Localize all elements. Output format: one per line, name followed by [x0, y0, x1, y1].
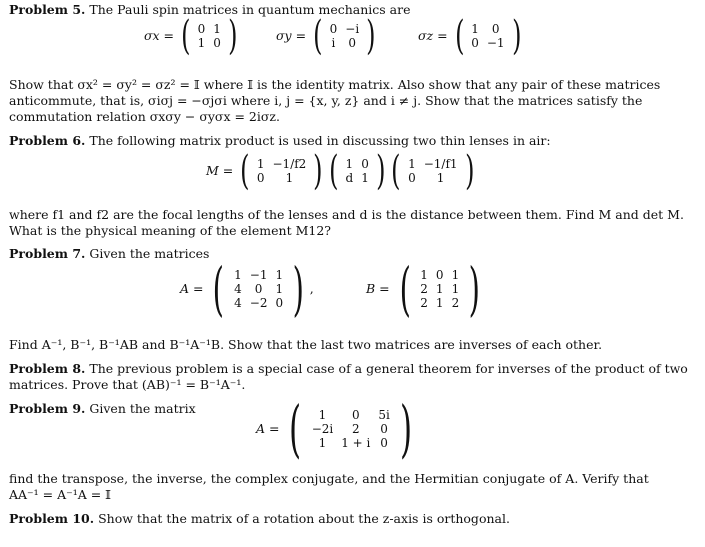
- sigma-y-matrix: 0 −i i 0: [329, 22, 360, 50]
- problem-5-intro: The Pauli spin matrices in quantum mechanics are: [89, 2, 411, 17]
- problem-9-intro: Given the matrix: [89, 401, 196, 416]
- problem-5-heading: [9, 2, 411, 18]
- problem-6-heading: [9, 133, 551, 149]
- problem-9-text-1: find the transpose, the inverse, the complex conjugate, and the Hermitian conjugate of A. Verify that: [9, 471, 649, 486]
- problem-6-text-1: where f1 and f2 are the focal lengths of the lenses and d is the distance between them. Find M and det M.: [9, 207, 684, 222]
- lens-matrix-1: 1 −1/f2 0 1: [256, 157, 307, 185]
- sigma-z-label: σz =: [418, 28, 448, 43]
- lens-matrix-3: 1 −1/f1 0 1: [408, 157, 458, 185]
- matrix-a-block: A = ( 1 −1 1 4 0 1 4 −2 0 ) ,: [180, 255, 314, 323]
- problem-9-heading: [9, 401, 196, 417]
- matrix-a: 1 −1 1 4 0 1 4 −2 0: [234, 268, 284, 310]
- a-label: A =: [180, 281, 204, 296]
- problem-8-text-1: The previous problem is a special case of a general theorem for inverses of the product of two: [89, 361, 688, 376]
- problem-10-heading: [9, 511, 510, 527]
- problem-7-intro: Given the matrices: [89, 246, 210, 261]
- problem-6-title: Problem 6.: [9, 133, 86, 148]
- matrix-separator-comma: ,: [309, 281, 314, 296]
- problem-8-title: Problem 8.: [9, 361, 86, 376]
- matrix-b: 1 0 1 2 1 1 2 1 2: [420, 268, 460, 310]
- lens-matrix-product: M = ( 1 −1/f2 0 1 ) ( 1 0 d 1 ) ( 1 −1/f1 0 1 ): [206, 148, 475, 194]
- problem-6-intro: The following matrix product is used in discussing two thin lenses in air:: [89, 133, 551, 148]
- pauli-sigma-y: σy = ( 0 −i i 0 ): [276, 13, 376, 59]
- pauli-sigma-x: σx = ( 0 1 1 0 ): [144, 13, 238, 59]
- problem-9-title: Problem 9.: [9, 401, 86, 416]
- sigma-x-matrix: 0 1 1 0: [197, 22, 221, 50]
- problem-7-heading: [9, 246, 209, 262]
- problem-6-text-2: What is the physical meaning of the element M12?: [9, 223, 331, 238]
- problem-10-text-1: Show that the matrix of a rotation about the z-axis is orthogonal.: [98, 511, 510, 526]
- a9-label: A =: [256, 421, 280, 436]
- problem-5-title: Problem 5.: [9, 2, 86, 17]
- problem-5-text-3: commutation relation σxσy − σyσx = 2iσz.: [9, 109, 280, 124]
- problem-7-text-1: Find A⁻¹, B⁻¹, B⁻¹AB and B⁻¹A⁻¹B. Show that the last two matrices are inverses of each other.: [9, 337, 603, 352]
- matrix-a9-block: A = ( 1 0 5i −2i 2 0 1 1 + i 0 ): [256, 392, 413, 465]
- matrix-a9: 1 0 5i −2i 2 0 1 1 + i 0: [311, 408, 390, 450]
- sigma-y-label: σy =: [276, 28, 307, 43]
- problem-8-text-2: matrices. Prove that (AB)⁻¹ = B⁻¹A⁻¹.: [9, 377, 246, 392]
- sigma-x-label: σx =: [144, 28, 175, 43]
- problem-8-heading: [9, 361, 688, 377]
- pauli-sigma-z: σz = ( 1 0 0 −1 ): [418, 13, 522, 59]
- problem-7-title: Problem 7.: [9, 246, 86, 261]
- b-label: B =: [366, 281, 390, 296]
- problem-5-text-1: Show that σx² = σy² = σz² = 𝕀 where 𝕀 is the identity matrix. Also show that any pair of these matrices: [9, 77, 661, 92]
- problem-10-title: Problem 10.: [9, 511, 95, 526]
- lens-matrix-2: 1 0 d 1: [345, 157, 369, 185]
- problem-9-text-2: AA⁻¹ = A⁻¹A = 𝕀: [9, 487, 112, 502]
- m-label: M =: [206, 163, 234, 178]
- problem-5-text-2: anticommute, that is, σiσj = −σjσi where i, j = {x, y, z} and i ≠ j. Show that the matrices satisfy the: [9, 93, 643, 108]
- sigma-z-matrix: 1 0 0 −1: [471, 22, 505, 50]
- matrix-b-block: B = ( 1 0 1 2 1 1 2 1 2 ): [366, 255, 481, 323]
